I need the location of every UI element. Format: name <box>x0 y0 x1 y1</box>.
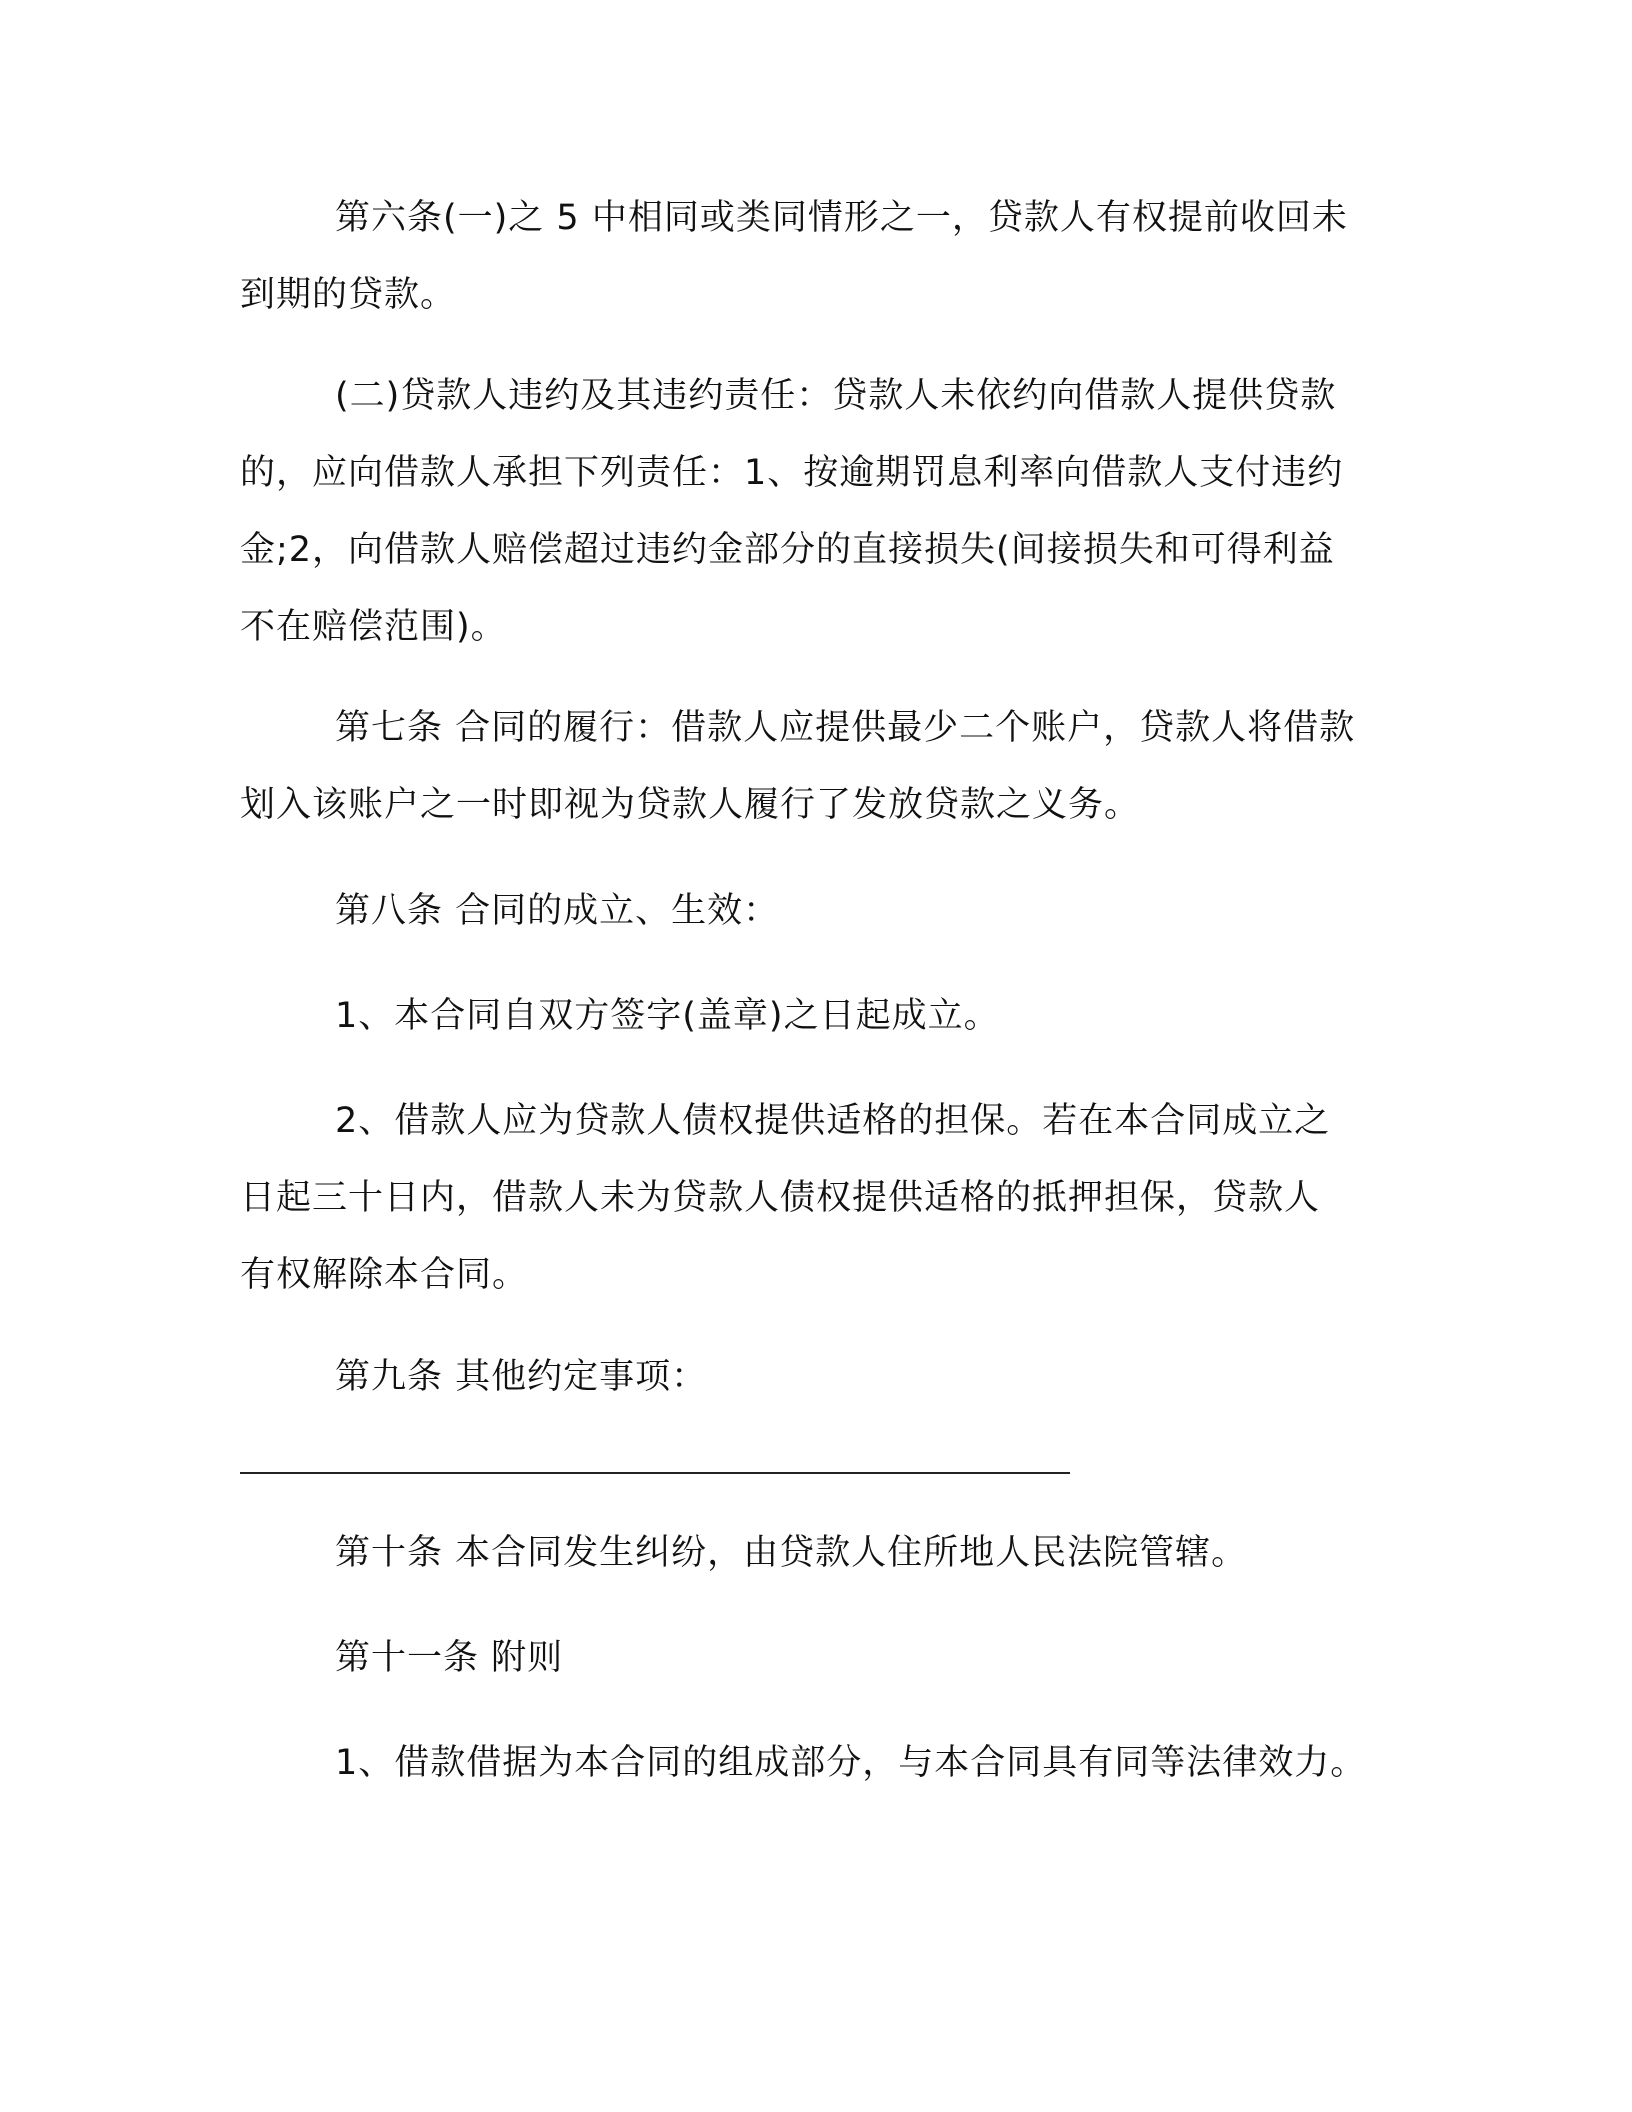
paragraph-article-11-item-1 <box>240 1725 1400 1802</box>
paragraph-lender-breach <box>240 358 1400 666</box>
text-line: 有权解除本合同。 <box>240 1255 529 1295</box>
paragraph-article-10 <box>240 1515 1400 1592</box>
paragraph-article-8-item-2 <box>240 1083 1400 1314</box>
paragraph-article-6-clause <box>240 180 1400 334</box>
paragraph-article-8-heading <box>240 873 1400 950</box>
text-line: 第六条(一)之 5 中相同或类同情形之一，贷款人有权提前收回未 <box>335 198 1348 238</box>
paragraph-article-11-heading <box>240 1620 1400 1697</box>
paragraph-article-8-item-1 <box>240 978 1400 1055</box>
text-line: 到期的贷款。 <box>240 275 457 315</box>
text-line: 划入该账户之一时即视为贷款人履行了发放贷款之义务。 <box>240 785 1141 825</box>
text-line: 第九条 其他约定事项： <box>335 1357 708 1397</box>
text-line: 日起三十日内，借款人未为贷款人债权提供适格的抵押担保，贷款人 <box>240 1178 1321 1218</box>
text-line: 的，应向借款人承担下列责任：1、按逾期罚息利率向借款人支付违约 <box>240 453 1344 493</box>
text-line: 第七条 合同的履行：借款人应提供最少二个账户，贷款人将借款 <box>335 708 1356 748</box>
text-line: 金;2，向借款人赔偿超过违约金部分的直接损失(间接损失和可得利益 <box>240 530 1335 570</box>
text-line: 第十一条 附则 <box>335 1638 564 1678</box>
text-line: 第八条 合同的成立、生效： <box>335 891 780 931</box>
blank-fill-line <box>240 1472 1070 1474</box>
text-line: 1、本合同自双方签字(盖章)之日起成立。 <box>335 996 1000 1036</box>
text-line: 第十条 本合同发生纠纷，由贷款人住所地人民法院管辖。 <box>335 1533 1248 1573</box>
paragraph-article-9 <box>240 1339 1400 1416</box>
text-line: (二)贷款人违约及其违约责任：贷款人未依约向借款人提供贷款 <box>335 376 1337 416</box>
text-line: 不在赔偿范围)。 <box>240 607 507 647</box>
text-line: 2、借款人应为贷款人债权提供适格的担保。若在本合同成立之 <box>335 1101 1331 1141</box>
paragraph-article-7 <box>240 690 1400 844</box>
text-line: 1、借款借据为本合同的组成部分，与本合同具有同等法律效力。 <box>335 1743 1367 1783</box>
